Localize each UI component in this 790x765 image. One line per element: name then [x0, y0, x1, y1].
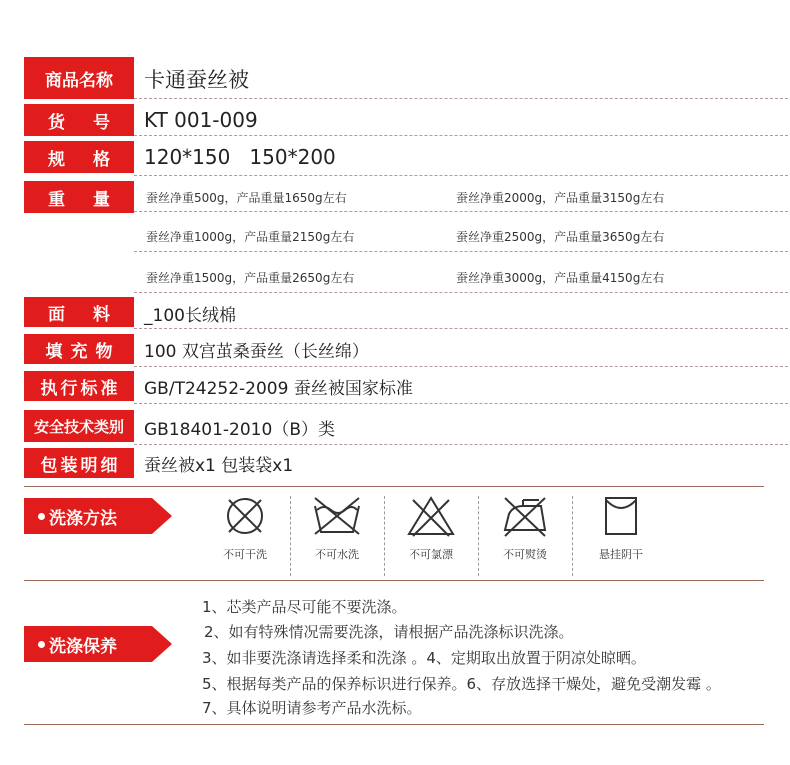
weight-option: 蚕丝净重1000g，产品重量2150g左右	[146, 230, 355, 244]
spec-value: 100 双宫茧桑蚕丝（长丝绵）	[144, 342, 369, 362]
spec-value: GB18401-2010（B）类	[144, 420, 335, 440]
care-line: 2、如有特殊情况需要洗涤，请根据产品洗涤标识洗涤。	[204, 623, 574, 641]
spec-row-name	[24, 57, 764, 99]
wash-symbol-label: 悬挂阴干	[599, 548, 643, 561]
divider	[290, 496, 291, 576]
spec-row-standard	[24, 371, 764, 401]
wash-symbol-hang-dry	[576, 494, 666, 574]
wash-symbol-label: 不可熨烫	[503, 548, 547, 561]
wash-symbol-label: 不可氯漂	[409, 548, 453, 561]
spec-label	[24, 334, 134, 364]
row-divider	[134, 403, 788, 404]
spec-value: 120*150 150*200	[144, 145, 336, 169]
hang-dry-shade-icon	[601, 494, 641, 538]
weight-option: 蚕丝净重2000g，产品重量3150g左右	[456, 191, 665, 205]
weight-option: 蚕丝净重2500g，产品重量3650g左右	[456, 230, 665, 244]
spec-label	[24, 104, 134, 136]
weight-option: 蚕丝净重500g，产品重量1650g左右	[146, 191, 347, 205]
row-divider	[134, 328, 788, 329]
no-water-wash-icon	[309, 494, 365, 538]
wash-method-tag	[24, 498, 152, 534]
wash-symbol-no-dry-clean	[200, 494, 290, 574]
row-divider	[134, 366, 788, 367]
row-divider	[134, 444, 788, 445]
care-line: 5、根据每类产品的保养标识进行保养。6、存放选择干燥处，避免受潮发霉 。	[202, 675, 721, 693]
spec-value: 卡通蚕丝被	[144, 68, 249, 92]
spec-label: 商品名称	[24, 57, 134, 99]
care-line: 7、具体说明请参考产品水洗标。	[202, 699, 422, 717]
spec-label-text: 包装明细	[40, 455, 121, 476]
spec-label	[24, 297, 134, 327]
no-bleach-icon	[405, 494, 457, 538]
row-divider	[134, 135, 788, 136]
spec-value: 蚕丝被x1 包装袋x1	[144, 456, 294, 476]
section-divider	[24, 580, 764, 581]
spec-row-size	[24, 141, 764, 173]
care-tag	[24, 626, 152, 662]
no-tumble-dry-icon	[223, 494, 267, 538]
care-line: 3、如非要洗涤请选择柔和洗涤 。4、定期取出放置于阴凉处晾晒。	[202, 649, 646, 667]
wash-symbol-label: 不可水洗	[315, 548, 359, 561]
spec-value: KT 001-009	[144, 108, 258, 132]
no-iron-icon	[499, 494, 551, 538]
spec-label-char: 重	[48, 189, 65, 210]
wash-method-title: 洗涤方法	[49, 508, 117, 529]
row-divider	[134, 98, 788, 99]
bullet-dot	[38, 641, 45, 648]
section-divider	[24, 486, 764, 487]
care-line: 1、芯类产品尽可能不要洗涤。	[202, 598, 407, 616]
spec-value: _100长绒棉	[144, 306, 236, 326]
spec-row-package	[24, 448, 764, 478]
bullet-dot	[38, 513, 45, 520]
spec-row-filling	[24, 334, 764, 364]
spec-label-text: 填充物	[45, 341, 121, 362]
spec-label-char: 格	[93, 149, 110, 170]
weight-option: 蚕丝净重3000g，产品重量4150g左右	[456, 271, 665, 285]
wash-symbol-no-bleach	[386, 494, 476, 574]
spec-label	[24, 371, 134, 401]
weight-option: 蚕丝净重1500g，产品重量2650g左右	[146, 271, 355, 285]
spec-label-char: 规	[48, 149, 65, 170]
divider	[384, 496, 385, 576]
wash-symbol-no-iron	[480, 494, 570, 574]
spec-row-fabric	[24, 297, 764, 327]
section-divider	[24, 724, 764, 725]
spec-label-char: 料	[93, 304, 110, 325]
divider	[572, 496, 573, 576]
spec-value: GB/T24252-2009 蚕丝被国家标准	[144, 379, 413, 399]
spec-label	[24, 181, 134, 213]
spec-label-text: 执行标准	[40, 378, 121, 399]
row-divider	[134, 292, 788, 293]
divider	[478, 496, 479, 576]
spec-label-char: 号	[93, 112, 110, 133]
row-divider	[134, 175, 788, 176]
spec-row-sku	[24, 104, 764, 136]
spec-row-weight	[24, 181, 764, 293]
spec-row-safety	[24, 410, 764, 442]
row-divider	[134, 211, 788, 212]
spec-label	[24, 448, 134, 478]
spec-label-char: 面	[48, 304, 65, 325]
row-divider	[134, 251, 788, 252]
spec-label: 安全技术类别	[24, 410, 134, 442]
spec-label-char: 货	[48, 112, 65, 133]
spec-label	[24, 141, 134, 173]
wash-symbol-label: 不可干洗	[223, 548, 267, 561]
spec-label-char: 量	[93, 189, 110, 210]
wash-symbol-no-water-wash	[292, 494, 382, 574]
care-title: 洗涤保养	[49, 636, 117, 657]
